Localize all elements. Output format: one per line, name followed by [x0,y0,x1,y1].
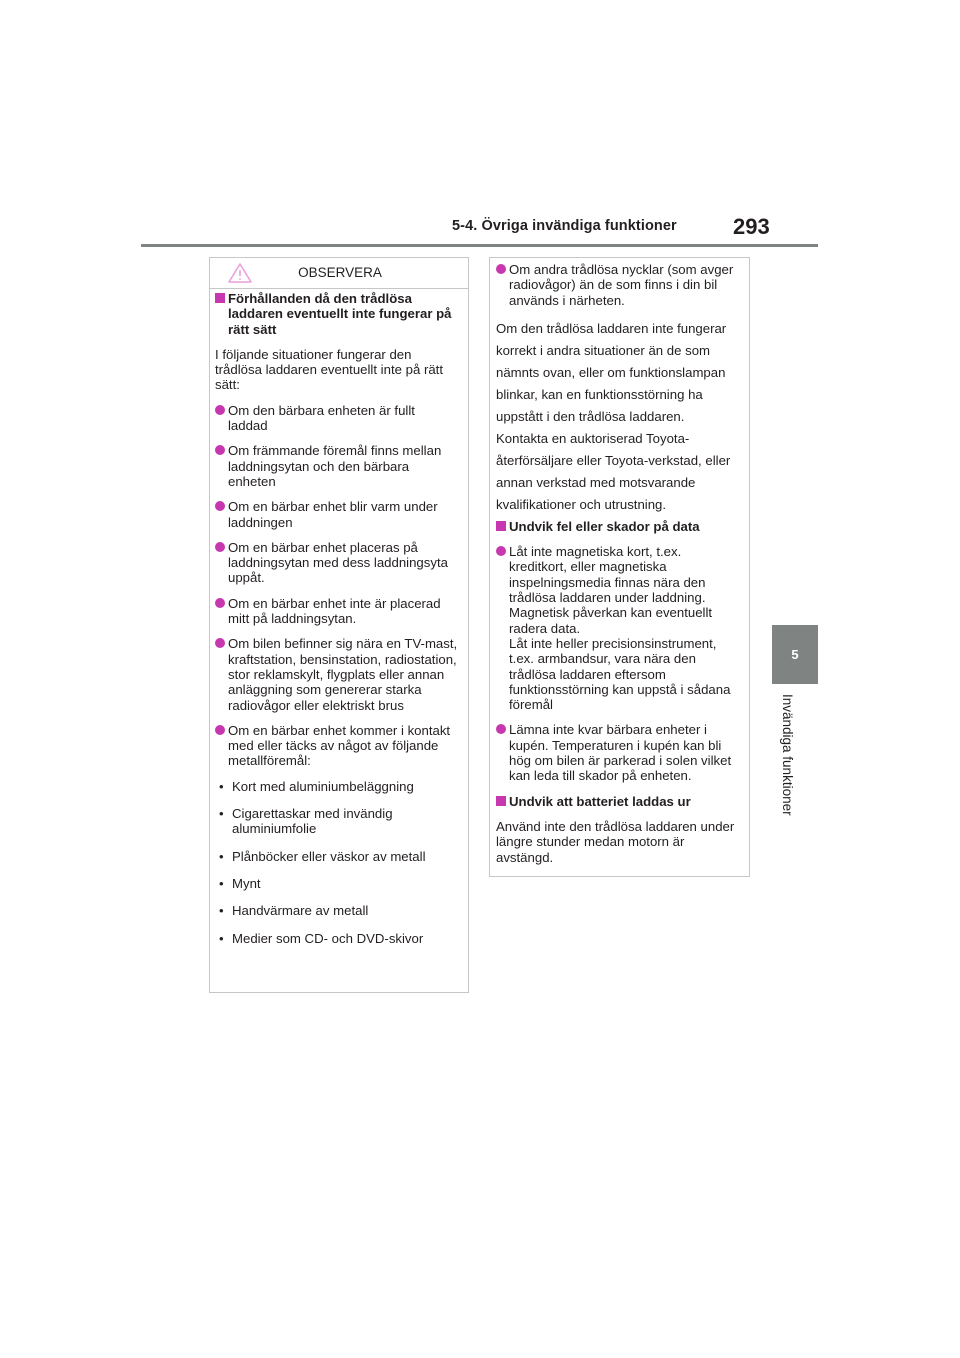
warning-triangle-icon [227,262,253,284]
sub-list-item: • Mynt [219,875,261,891]
list-item: Om en bärbar enhet placeras på laddningsytan med dess laddningsyta uppåt. [215,540,458,586]
section-title: 5-4. Övriga invändiga funktioner [452,218,677,234]
paragraph: Om den trådlösa laddaren inte fungerar korrekt i andra situationer än de som nämnts ovan, eller om funktionslampan blinkar, kan en funktionsstörning ha uppstått i den trådlösa laddaren. Kontakta en auktoriserad Toyota-återförsäljare eller Toyota-verkstad, eller annan verkstad med motsvarande kvalifikationer och utrustning. [496,320,731,512]
circle-bullet-icon [215,405,225,415]
circle-bullet-icon [215,542,225,552]
square-bullet-icon [496,521,506,531]
chapter-number: 5 [791,647,799,662]
notice-content-right [490,262,749,875]
square-bullet-icon [496,796,506,806]
list-item: Låt inte magnetiska kort, t.ex. kreditkort, eller magnetiska inspelningsmedia finnas nära den trådlösa laddaren under laddning. Magnetisk påverkan kan eventuellt radera data. Låt inte heller precisionsinstrument, t.ex. armbandsur, vara nära den trådlösa laddaren eftersom funktionsstörning kan uppstå i sådana föremål [496,544,739,712]
page-number: 293 [733,214,770,239]
heading-text: Förhållanden då den trådlösa laddaren eventuellt inte fungerar på rätt sätt [228,291,452,337]
header-rule [141,244,818,247]
notice-content-left [210,291,468,958]
chapter-tab [772,625,818,684]
circle-bullet-icon [215,638,225,648]
chapter-title: Invändiga funktioner [780,694,795,816]
circle-bullet-icon [215,501,225,511]
sub-list-item: • Kort med aluminiumbeläggning [219,778,414,794]
list-item: Om bilen befinner sig nära en TV-mast, kraftstation, bensinstation, radiostation, stor reklamskylt, flygplats eller annan anläggning som genererar starka radiovågor eller elektriskt brus [215,636,458,712]
list-item: Om en bärbar enhet blir varm under laddningen [215,499,458,530]
intro-paragraph: I följande situationer fungerar den trådlösa laddaren eventuellt inte på rätt sätt: [215,346,443,393]
list-item: Om en bärbar enhet inte är placerad mitt på laddningsytan. [215,596,458,627]
circle-bullet-icon [496,264,506,274]
sub-list-item: • Cigarettaskar med invändig aluminiumfolie [219,806,393,837]
circle-bullet-icon [215,725,225,735]
sub-list-item: • Medier som CD- och DVD-skivor [219,930,424,946]
circle-bullet-icon [496,724,506,734]
list-item: Lämna inte kvar bärbara enheter i kupén. Temperaturen i kupén kan bli hög om bilen är parkerad i solen vilket kan leda till skador på enheten. [496,722,739,783]
notice-box-header [210,258,468,289]
notice-box-left [209,257,469,993]
square-bullet-icon [215,293,225,303]
paragraph: Använd inte den trådlösa laddaren under längre stunder medan motorn är avstängd. [496,818,735,865]
circle-bullet-icon [215,445,225,455]
section-heading: Undvik fel eller skador på data [496,519,739,534]
sub-list-item: • Handvärmare av metall [219,903,369,919]
list-item: Om en bärbar enhet kommer i kontakt med eller täcks av något av följande metallföremål: [215,723,458,769]
circle-bullet-icon [215,598,225,608]
list-item: Om främmande föremål finns mellan laddningsytan och den bärbara enheten [215,443,458,489]
notice-title: OBSERVERA [298,265,382,280]
list-item: Om den bärbara enheten är fullt laddad [215,403,458,434]
section-heading [215,291,458,337]
list-item: Om andra trådlösa nycklar (som avger radiovågor) än de som finns i din bil används i närheten. [496,262,739,308]
section-heading: Undvik att batteriet laddas ur [496,794,739,809]
circle-bullet-icon [496,546,506,556]
notice-box-right [489,257,750,877]
sub-list-item: • Plånböcker eller väskor av metall [219,848,426,864]
